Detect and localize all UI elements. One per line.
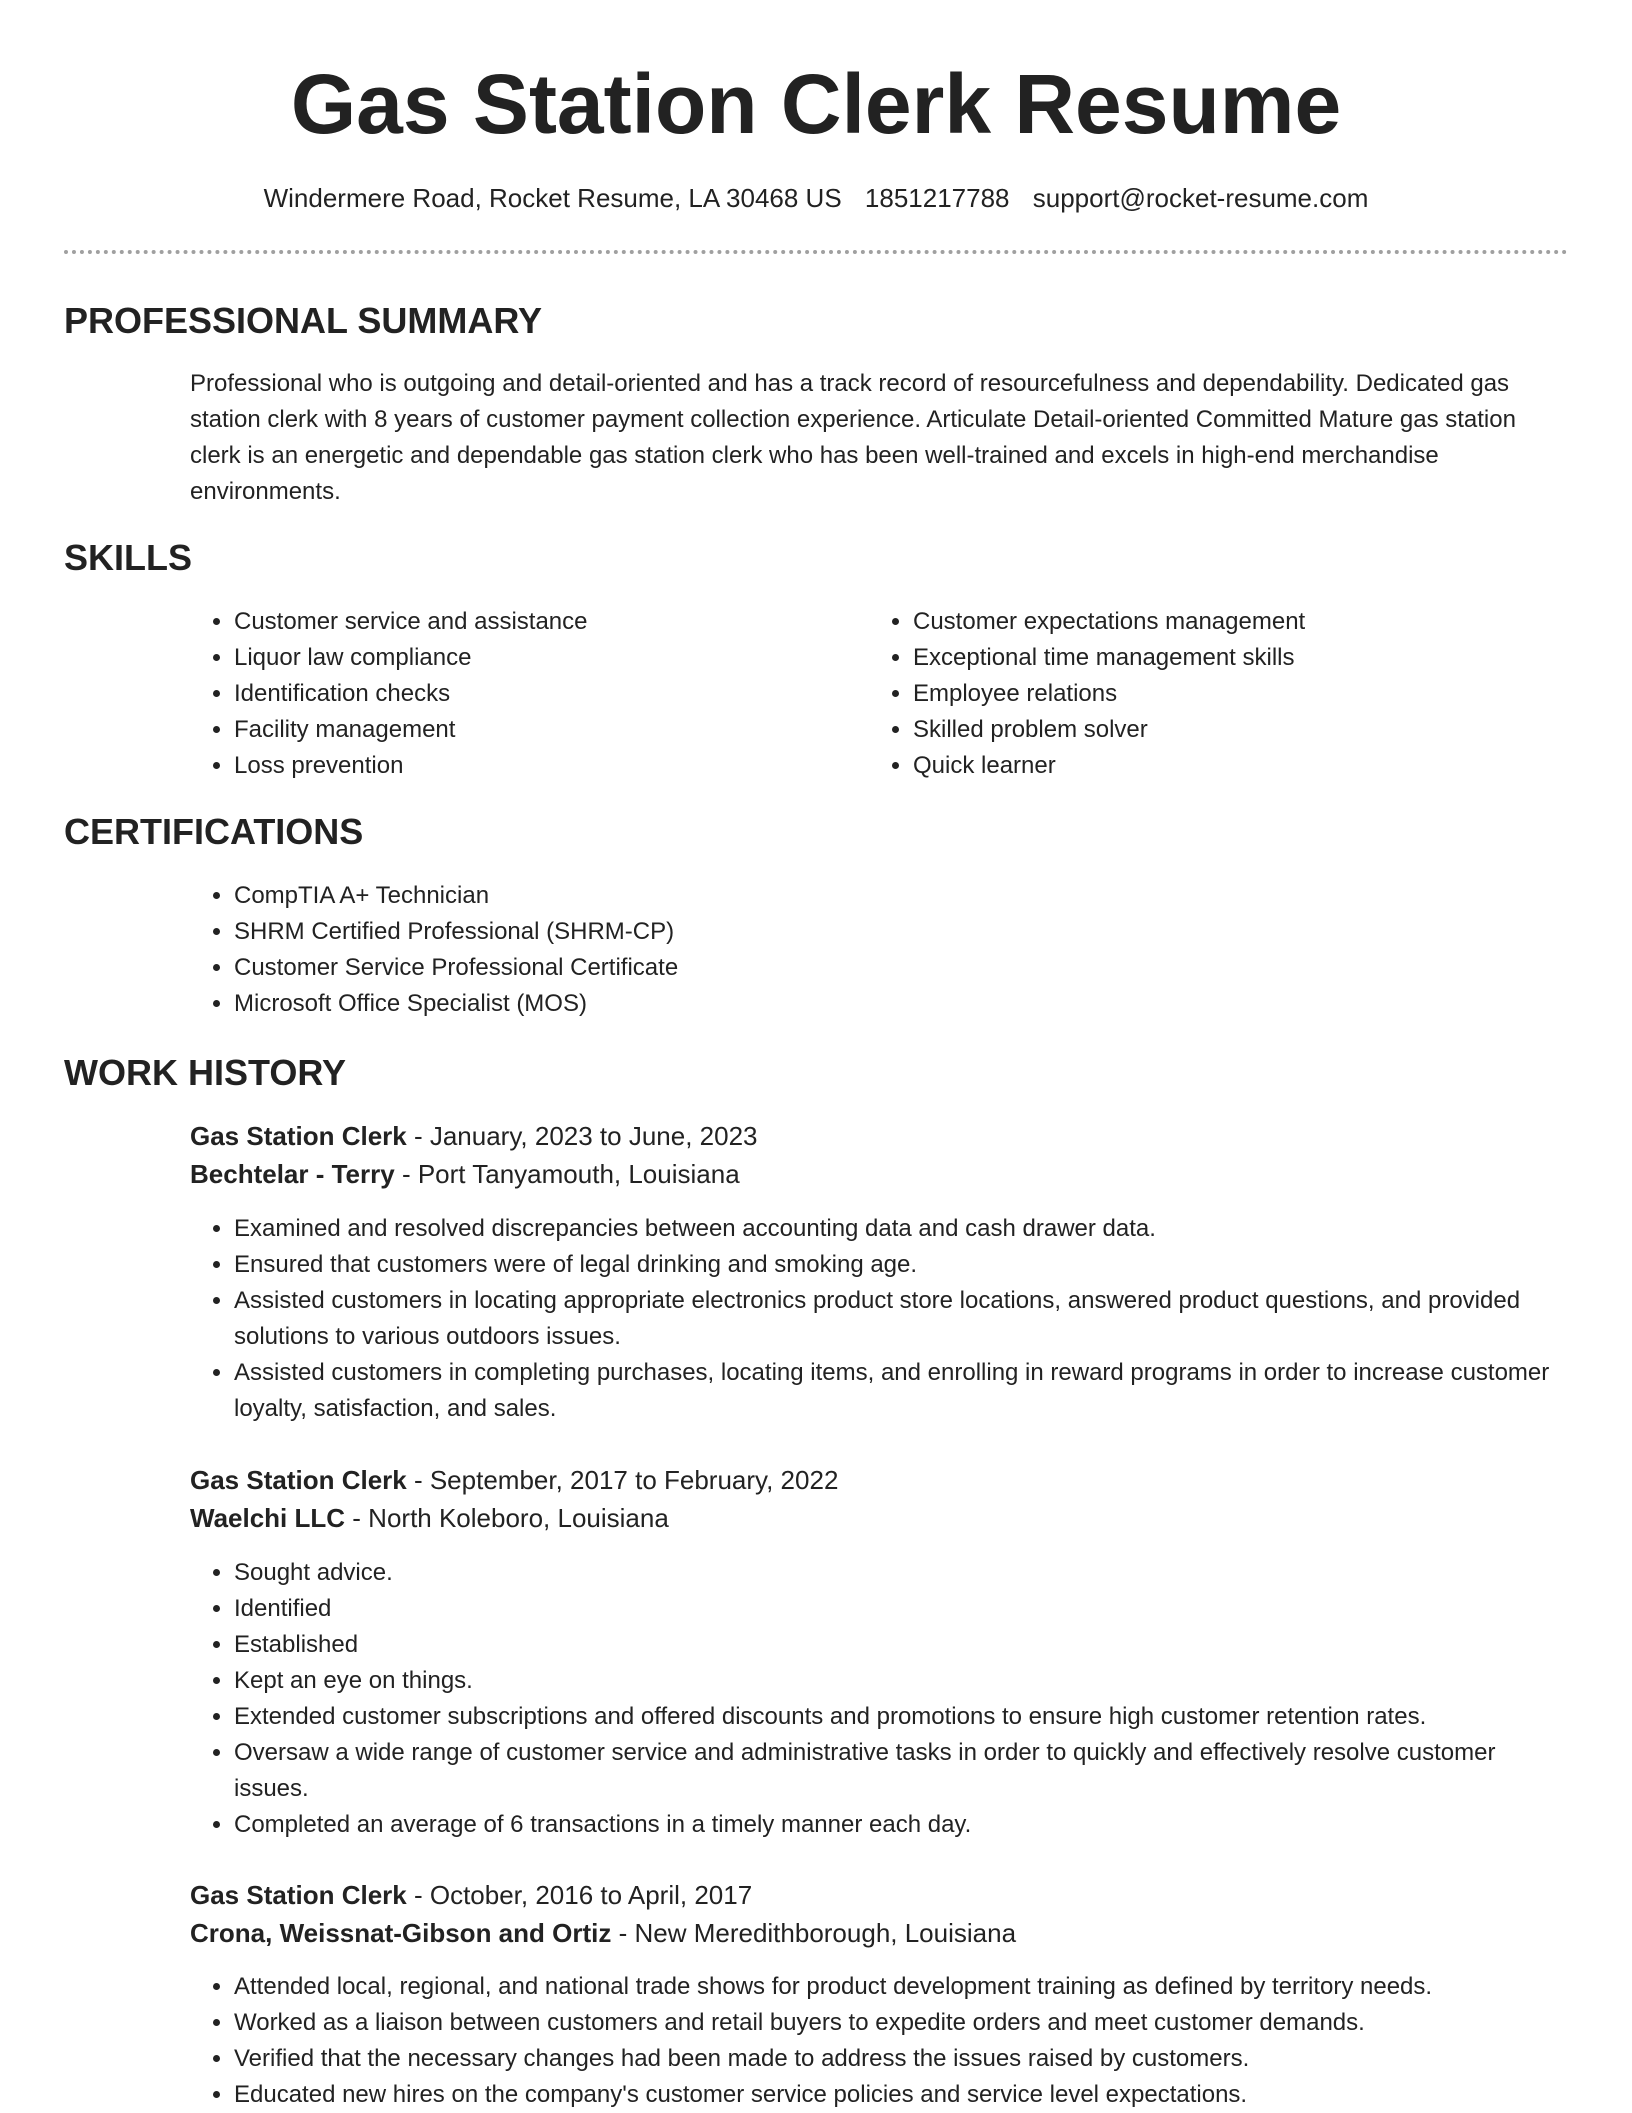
job-company: Waelchi LLC	[190, 1503, 346, 1533]
job-company-line	[190, 1155, 740, 1193]
job-title-line	[190, 1876, 752, 1914]
job-company-line	[190, 1499, 669, 1537]
job-title-line	[190, 1461, 838, 1499]
job-bullets	[190, 1555, 1574, 1843]
list-item: • Liquor law compliance	[234, 640, 874, 676]
list-item: • Verified that the necessary changes had been made to address the issues raised by customers.	[234, 2041, 1594, 2077]
list-item: • Assisted customers in completing purchases, locating items, and enrolling in reward programs in order to increase customer loyalty, satisfaction, and sales.	[234, 1355, 1574, 1427]
certifications-list	[190, 878, 1604, 1022]
section-title-certifications: CERTIFICATIONS	[64, 811, 364, 852]
job-bullets	[190, 1969, 1594, 2113]
job-dates: - September, 2017 to February, 2022	[406, 1465, 839, 1495]
list-item: • Customer Service Professional Certificate	[234, 950, 1604, 986]
contact-phone: 1851217788	[864, 183, 1010, 213]
list-item: • Completed an average of 6 transactions in a timely manner each day.	[234, 1807, 1574, 1843]
list-item: • Examined and resolved discrepancies between accounting data and cash drawer data.	[234, 1211, 1574, 1247]
job-location: - North Koleboro, Louisiana	[345, 1503, 669, 1533]
section-title-summary: PROFESSIONAL SUMMARY	[64, 300, 543, 341]
contact-address: Windermere Road, Rocket Resume, LA 30468 US	[263, 183, 842, 213]
job-role: Gas Station Clerk	[190, 1121, 407, 1151]
contact-line	[0, 180, 1632, 216]
list-item: • Quick learner	[913, 748, 1603, 784]
list-item: • Oversaw a wide range of customer service and administrative tasks in order to quickly and effectively resolve customer issues.	[234, 1735, 1574, 1807]
list-item: • Facility management	[234, 712, 874, 748]
section-title-work-history: WORK HISTORY	[64, 1052, 347, 1093]
list-item: • Identification checks	[234, 676, 874, 712]
list-item: • Employee relations	[913, 676, 1603, 712]
job-location: - New Meredithborough, Louisiana	[611, 1918, 1017, 1948]
list-item: • Ensured that customers were of legal drinking and smoking age.	[234, 1247, 1574, 1283]
list-item: • Microsoft Office Specialist (MOS)	[234, 986, 1604, 1022]
job-role: Gas Station Clerk	[190, 1880, 407, 1910]
list-item: • Kept an eye on things.	[234, 1663, 1574, 1699]
list-item: • CompTIA A+ Technician	[234, 878, 1604, 914]
list-item: • SHRM Certified Professional (SHRM-CP)	[234, 914, 1604, 950]
header-divider	[64, 250, 1568, 254]
list-item: • Loss prevention	[234, 748, 874, 784]
resume-title: Gas Station Clerk Resume	[290, 57, 1342, 151]
job-dates: - January, 2023 to June, 2023	[406, 1121, 758, 1151]
job-company: Bechtelar - Terry	[190, 1159, 395, 1189]
list-item: • Sought advice.	[234, 1555, 1574, 1591]
skills-list-left	[190, 604, 874, 784]
list-item: • Extended customer subscriptions and offered discounts and promotions to ensure high customer retention rates.	[234, 1699, 1574, 1735]
list-item: • Customer expectations management	[913, 604, 1603, 640]
job-dates: - October, 2016 to April, 2017	[406, 1880, 753, 1910]
job-company-line	[190, 1914, 1016, 1952]
job-title-line	[190, 1117, 758, 1155]
job-role: Gas Station Clerk	[190, 1465, 407, 1495]
job-location: - Port Tanyamouth, Louisiana	[394, 1159, 740, 1189]
job-bullets	[190, 1211, 1574, 1427]
list-item: • Assisted customers in locating appropriate electronics product store locations, answered product questions, and provided solutions to various outdoors issues.	[234, 1283, 1574, 1355]
list-item: • Skilled problem solver	[913, 712, 1603, 748]
contact-email: support@rocket-resume.com	[1032, 183, 1369, 213]
list-item: • Identified	[234, 1591, 1574, 1627]
list-item: • Attended local, regional, and national trade shows for product development training as defined by territory needs.	[234, 1969, 1594, 2005]
list-item: • Educated new hires on the company's customer service policies and service level expectations.	[234, 2077, 1594, 2113]
section-title-skills: SKILLS	[64, 537, 193, 578]
list-item: • Worked as a liaison between customers and retail buyers to expedite orders and meet customer demands.	[234, 2005, 1594, 2041]
list-item: • Customer service and assistance	[234, 604, 874, 640]
skills-list-right	[869, 604, 1603, 784]
job-company: Crona, Weissnat-Gibson and Ortiz	[190, 1918, 612, 1948]
list-item: • Established	[234, 1627, 1574, 1663]
summary-text: Professional who is outgoing and detail-oriented and has a track record of resourcefulness and dependability. Dedicated gas station clerk with 8 years of customer payment collection experience. Articulate Detail-oriented Committed Mature gas station clerk is an energetic and dependable gas station clerk who has been well-trained and excels in high-end merchandise environments.	[190, 370, 1516, 505]
list-item: • Exceptional time management skills	[913, 640, 1603, 676]
